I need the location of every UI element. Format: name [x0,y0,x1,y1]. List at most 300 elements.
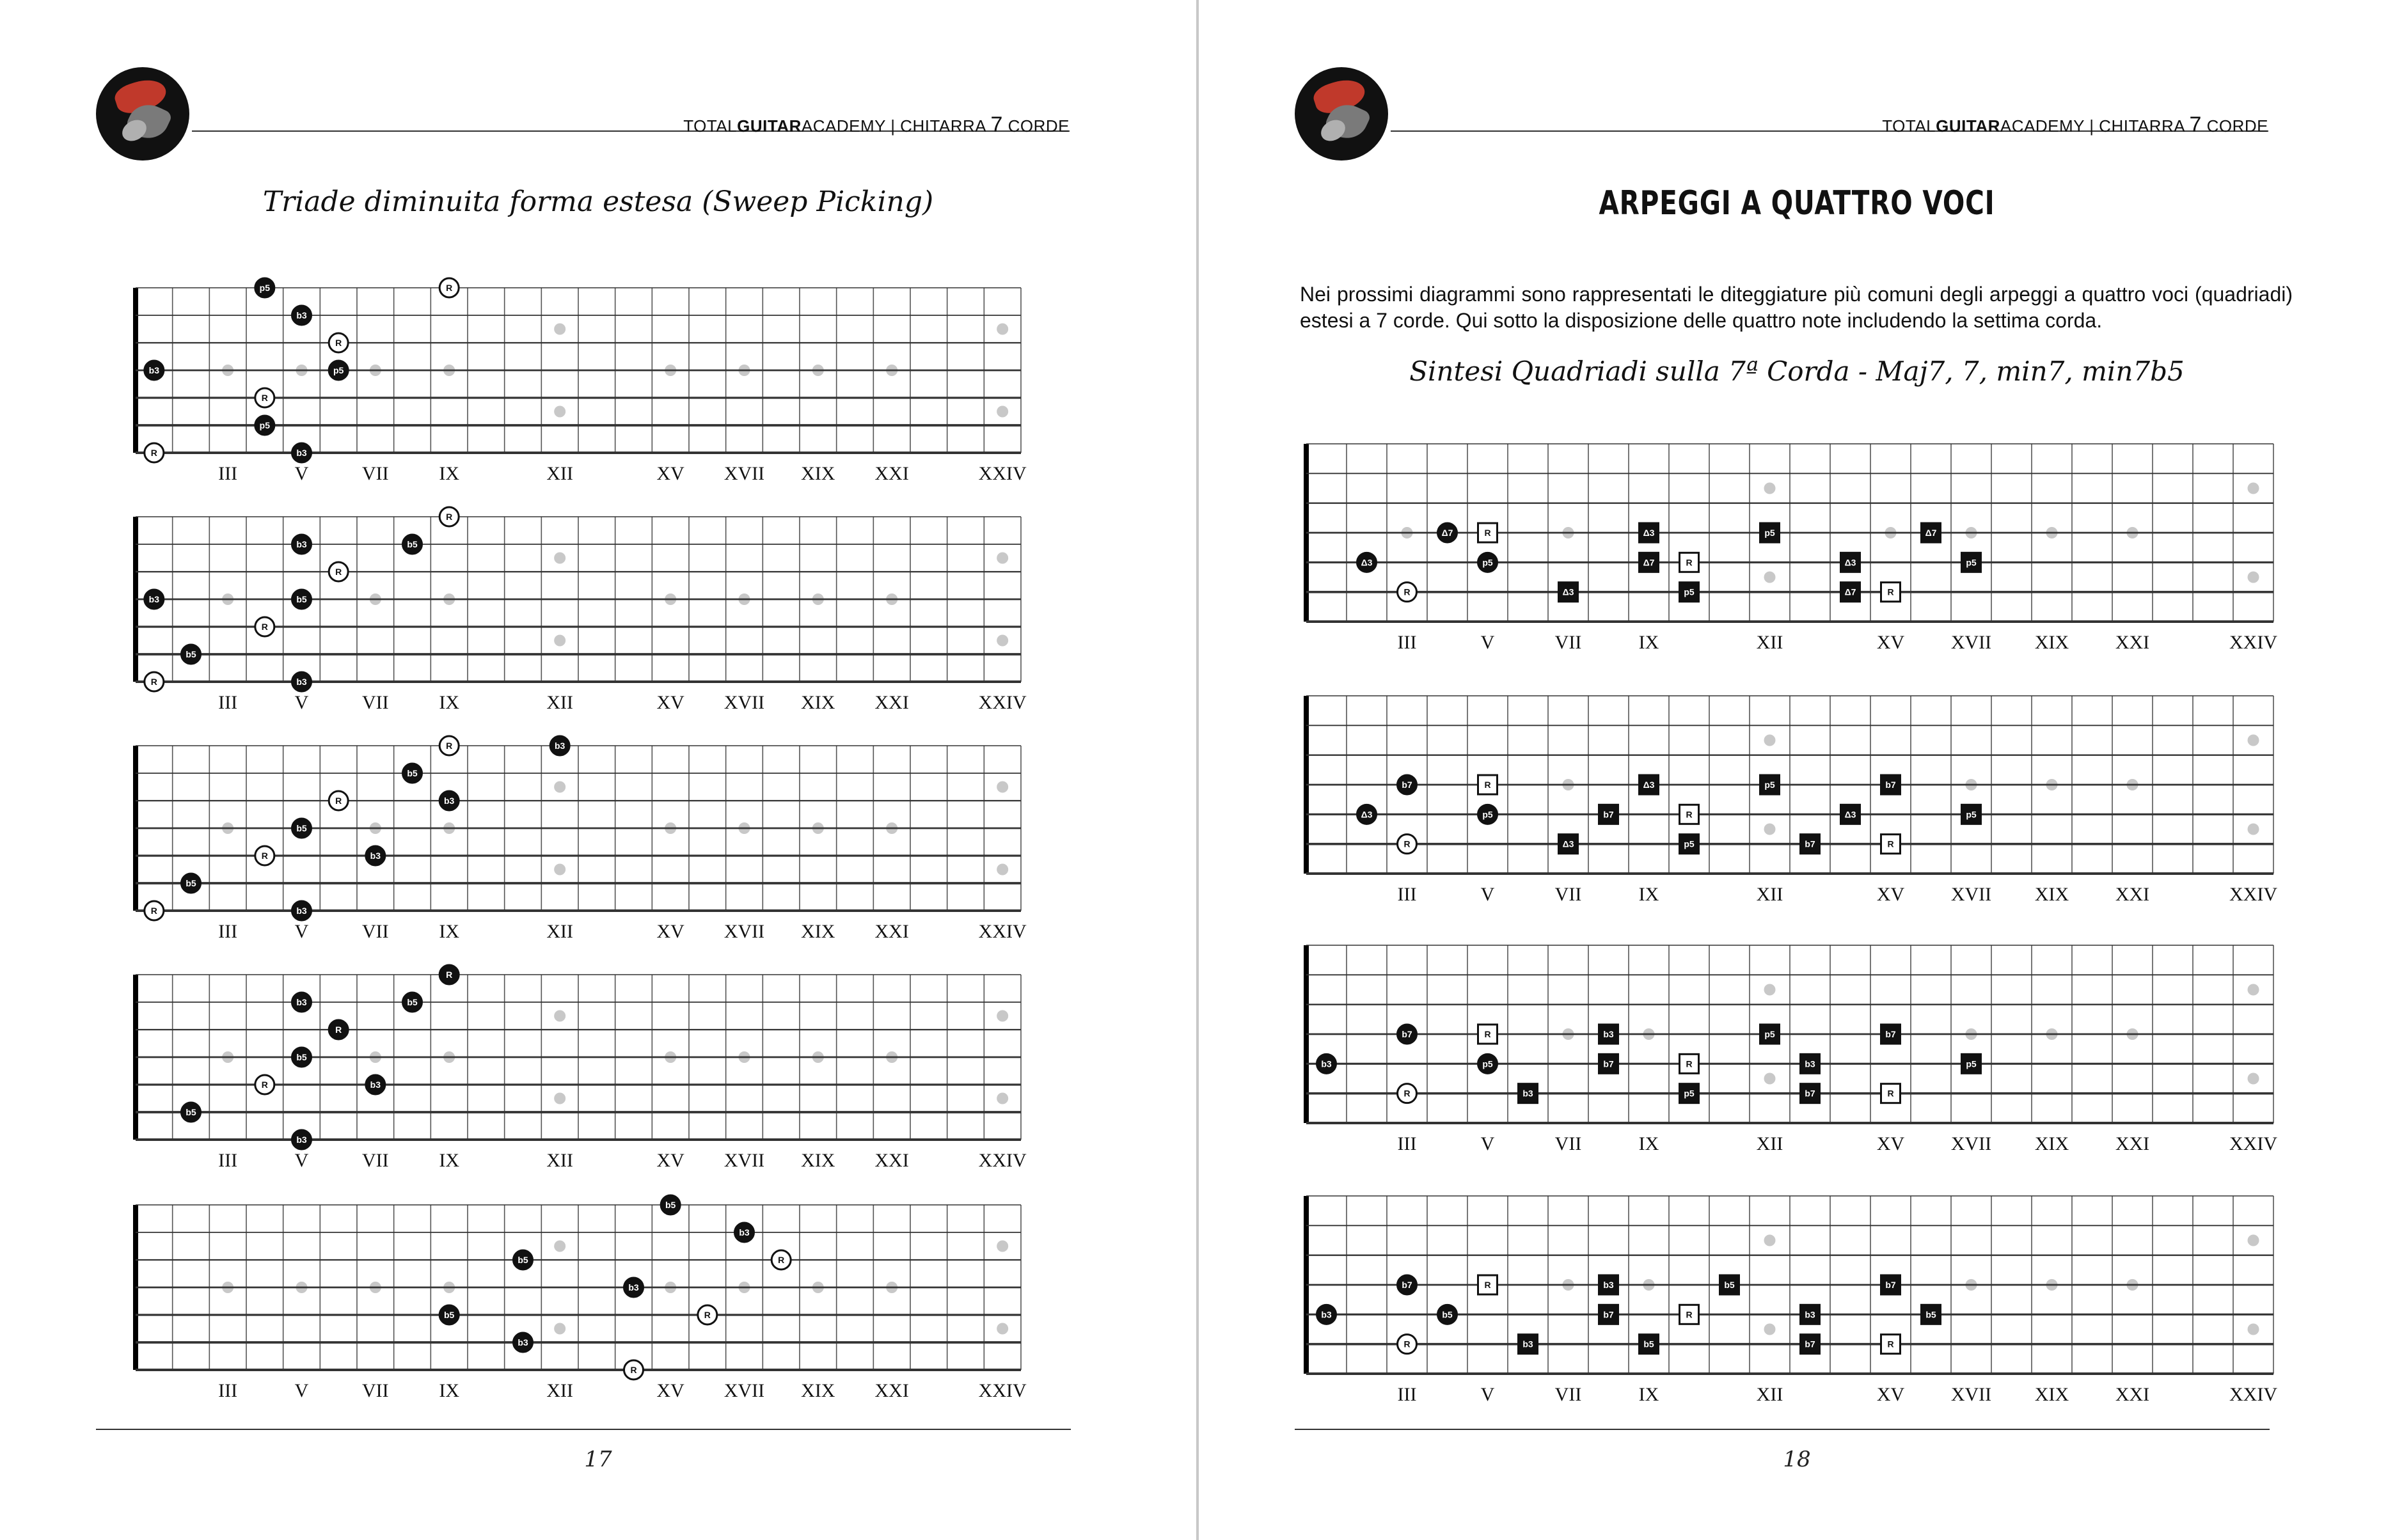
fret-number-label: V [294,1380,309,1401]
svg-text:R: R [261,622,268,632]
note-marker [1922,523,1941,542]
svg-text:R: R [1403,1088,1411,1099]
note-marker [514,1250,533,1269]
note-marker [292,535,312,554]
svg-text:b7: b7 [1805,1088,1815,1099]
fretboard-diagram [1287,1177,2293,1406]
fret-number-label: V [1480,884,1495,905]
note-marker [403,993,422,1012]
svg-text:b7: b7 [1603,1058,1614,1069]
note-marker [182,645,201,664]
svg-text:R: R [1887,838,1894,849]
fret-number-label: XVII [1950,1384,1992,1405]
note-marker [1801,1084,1820,1103]
note-marker [550,736,569,755]
note-marker [403,764,422,783]
note-marker [1680,583,1699,602]
svg-text:b5: b5 [407,997,418,1007]
fret-inlay [997,324,1008,335]
fret-number-label: III [1397,1384,1417,1405]
fret-number-label: IX [439,463,459,484]
note-marker [1881,1335,1901,1354]
fret-number-label: XXIV [2229,1133,2277,1154]
svg-text:p5: p5 [259,283,271,293]
fret-number-label: XVII [723,463,765,484]
fret-inlay [1764,1235,1776,1246]
note-marker [145,443,164,462]
note-marker [292,306,312,325]
fret-number-label: XII [1756,632,1783,653]
note-marker [1599,1025,1618,1044]
fret-inlay [1764,483,1776,494]
svg-text:Δ7: Δ7 [1844,586,1856,597]
svg-text:b7: b7 [1402,1280,1412,1290]
fret-inlay [997,1010,1008,1022]
svg-text:b5: b5 [296,823,307,833]
note-marker [292,1130,312,1149]
note-marker [255,388,274,407]
note-marker [1881,835,1901,854]
svg-text:p5: p5 [1966,1058,1977,1069]
svg-text:R: R [1686,1309,1693,1320]
svg-text:b7: b7 [1885,780,1896,790]
note-marker [439,1305,459,1324]
fret-inlay [554,782,565,793]
svg-text:R: R [150,906,157,916]
svg-text:Δ7: Δ7 [1441,528,1453,538]
fret-number-label: XV [656,921,684,942]
svg-text:R: R [1686,1058,1693,1069]
svg-text:R: R [1686,557,1693,568]
fret-inlay [1764,1324,1776,1335]
fret-number-label: XV [656,463,684,484]
page-number: 18 [1783,1447,1811,1472]
fret-inlay [997,1241,1008,1252]
fret-number-label: XXI [2115,632,2150,653]
note-marker [1841,553,1860,572]
note-marker [329,1020,348,1039]
fret-number-label: XV [1876,1384,1905,1405]
note-marker [1680,1305,1699,1324]
fret-number-label: XXI [874,463,909,484]
svg-text:R: R [1484,1280,1491,1290]
fret-number-label: VII [1554,1133,1582,1154]
fret-number-label: XXI [2115,1133,2150,1154]
note-marker [1478,553,1498,572]
fret-number-label: III [1397,632,1417,653]
fret-inlay [2248,984,2259,996]
fret-number-label: XV [1876,632,1905,653]
svg-text:p5: p5 [1482,809,1493,820]
note-marker [1478,805,1498,824]
fret-number-label: XV [1876,884,1905,905]
svg-text:b3: b3 [296,906,307,916]
fretboard-diagram [116,727,1040,943]
footer-rule [1295,1429,2270,1430]
note-marker [1881,1084,1901,1103]
note-marker [145,361,164,380]
fret-number-label: XVII [723,692,765,713]
note-marker [366,846,385,865]
note-marker [1680,805,1699,824]
fret-number-label: VII [1554,632,1582,653]
fret-number-label: XV [1876,1133,1905,1154]
svg-text:b5: b5 [443,1310,455,1320]
fret-number-label: XII [1756,1133,1783,1154]
note-marker [1398,1335,1417,1354]
svg-text:p5: p5 [1966,809,1977,820]
fret-inlay [2248,735,2259,746]
note-marker [255,416,274,435]
svg-text:b5: b5 [296,1052,307,1062]
svg-text:b5: b5 [1724,1280,1735,1290]
svg-text:R: R [261,1080,268,1090]
svg-text:Δ3: Δ3 [1844,557,1856,568]
svg-text:b3: b3 [296,448,307,458]
note-marker [661,1195,680,1214]
svg-text:b3: b3 [1603,1029,1614,1039]
note-marker [1478,523,1498,542]
svg-text:Δ3: Δ3 [1643,528,1655,538]
footer-rule [96,1429,1071,1430]
note-marker [1317,1305,1336,1324]
note-marker [329,791,348,810]
svg-text:b7: b7 [1402,780,1412,790]
note-marker [292,443,312,462]
svg-text:Δ3: Δ3 [1643,780,1655,790]
fret-number-label: III [1397,1133,1417,1154]
note-marker [1801,1305,1820,1324]
fret-inlay [2248,824,2259,835]
svg-text:R: R [1484,1029,1491,1039]
svg-text:R: R [1887,586,1894,597]
note-marker [292,819,312,838]
fret-number-label: IX [1638,632,1659,653]
fret-number-label: IX [439,1380,459,1401]
note-marker [1599,805,1618,824]
svg-text:p5: p5 [1966,557,1977,568]
svg-text:p5: p5 [1482,557,1493,568]
note-marker [255,278,274,297]
fret-inlay [554,635,565,647]
fret-number-label: XII [546,921,573,942]
svg-text:R: R [1403,586,1411,597]
fret-inlay [997,553,1008,564]
fret-number-label: V [294,921,309,942]
note-marker [439,278,459,297]
svg-text:R: R [1403,838,1411,849]
note-marker [439,791,459,810]
note-marker [1398,583,1417,602]
fret-number-label: XIX [801,1380,835,1401]
svg-text:Δ3: Δ3 [1844,809,1856,820]
note-marker [439,507,459,526]
fret-number-label: III [218,921,238,942]
note-marker [292,901,312,920]
fret-number-label: XII [1756,1384,1783,1405]
note-marker [1398,775,1417,794]
svg-text:b5: b5 [407,768,418,778]
fret-number-label: VII [1554,884,1582,905]
svg-text:p5: p5 [1764,780,1775,790]
note-marker [1519,1335,1538,1354]
fret-number-label: XIX [801,692,835,713]
header-brand: TOTALGUITARACADEMY | CHITARRA 7 CORDE [683,113,1070,137]
fret-number-label: XXIV [2229,1384,2277,1405]
fret-inlay [2248,1235,2259,1246]
svg-text:R: R [446,512,453,522]
fret-number-label: VII [362,1150,389,1171]
fret-inlay [1764,984,1776,996]
fret-number-label: XII [546,692,573,713]
page-left [0,0,1196,1540]
svg-text:b3: b3 [739,1227,750,1238]
note-marker [624,1360,644,1379]
note-marker [1398,1084,1417,1103]
fret-inlay [1764,735,1776,746]
fret-inlay [554,1241,565,1252]
note-marker [1881,775,1901,794]
fret-number-label: XVII [1950,884,1992,905]
svg-text:R: R [1484,780,1491,790]
svg-text:b3: b3 [296,539,307,549]
svg-text:Δ7: Δ7 [1643,557,1655,568]
svg-text:b3: b3 [296,677,307,687]
note-marker [255,1075,274,1094]
fret-number-label: XIX [801,463,835,484]
note-marker [329,333,348,352]
svg-text:Δ3: Δ3 [1562,838,1574,849]
note-marker [1317,1054,1336,1073]
fret-number-label: XVII [1950,632,1992,653]
svg-text:b3: b3 [148,365,160,375]
svg-text:p5: p5 [1764,1029,1775,1039]
svg-text:b3: b3 [628,1282,639,1292]
page-number: 17 [584,1447,612,1472]
svg-text:R: R [778,1255,785,1265]
fret-inlay [554,1010,565,1022]
academy-logo-icon [1295,67,1388,161]
svg-text:b3: b3 [370,851,381,861]
fret-number-label: XIX [2034,1133,2069,1154]
section-subtitle: Sintesi Quadriadi sulla 7ª Corda - Maj7, 7, min7, min7b5 [1409,356,2185,387]
fret-number-label: IX [1638,1384,1659,1405]
fret-number-label: XVII [723,1380,765,1401]
fret-inlay [1764,572,1776,583]
note-marker [1478,1025,1498,1044]
svg-text:b3: b3 [1522,1339,1533,1349]
fret-number-label: XII [546,1150,573,1171]
fret-number-label: V [1480,1384,1495,1405]
note-marker [1599,1275,1618,1294]
note-marker [698,1305,717,1324]
svg-text:b5: b5 [186,1107,196,1117]
note-marker [1962,553,1981,572]
svg-text:b5: b5 [518,1255,528,1265]
note-marker [1478,1275,1498,1294]
note-marker [1881,1275,1901,1294]
note-marker [292,993,312,1012]
svg-text:R: R [630,1365,637,1375]
note-marker [1478,775,1498,794]
svg-text:b3: b3 [148,594,160,604]
note-marker [439,736,459,755]
svg-text:R: R [261,393,268,403]
note-marker [1438,523,1457,542]
fret-number-label: XIX [2034,632,2069,653]
svg-text:b3: b3 [554,741,565,751]
note-marker [439,965,459,984]
note-marker [292,672,312,691]
svg-text:R: R [446,741,453,751]
fret-number-label: XIX [801,1150,835,1171]
fretboard-diagram [1287,926,2293,1155]
note-marker [1640,1335,1659,1354]
svg-text:b3: b3 [443,796,455,806]
fret-number-label: XXIV [978,692,1027,713]
svg-text:p5: p5 [333,365,344,375]
fret-number-label: XII [546,1380,573,1401]
svg-text:Δ3: Δ3 [1361,557,1373,568]
note-marker [1398,1025,1417,1044]
fret-inlay [554,406,565,418]
svg-text:R: R [1686,809,1693,820]
svg-text:R: R [1887,1339,1894,1349]
note-marker [1398,1275,1417,1294]
fret-number-label: III [218,1150,238,1171]
svg-text:b7: b7 [1603,809,1614,820]
note-marker [1962,805,1981,824]
svg-text:b5: b5 [1643,1339,1654,1349]
svg-text:b3: b3 [296,310,307,320]
fret-number-label: XII [1756,884,1783,905]
fretboard-diagram [1287,677,2293,906]
svg-text:b3: b3 [1805,1058,1815,1069]
note-marker [145,901,164,920]
fret-inlay [997,864,1008,876]
fret-number-label: XV [656,1150,684,1171]
fret-number-label: V [1480,1133,1495,1154]
fretboard-diagram [116,269,1040,485]
fret-number-label: VII [1554,1384,1582,1405]
note-marker [1640,775,1659,794]
note-marker [1922,1305,1941,1324]
svg-text:b3: b3 [296,1135,307,1145]
note-marker [1801,1335,1820,1354]
fret-number-label: XV [656,1380,684,1401]
note-marker [1962,1054,1981,1073]
fret-number-label: XXI [874,1150,909,1171]
svg-text:Δ7: Δ7 [1925,528,1937,538]
fret-number-label: XVII [723,921,765,942]
svg-text:p5: p5 [1684,1088,1695,1099]
fret-number-label: VII [362,463,389,484]
fret-number-label: III [218,692,238,713]
note-marker [1881,1025,1901,1044]
note-marker [1640,553,1659,572]
svg-text:b5: b5 [407,539,418,549]
fret-number-label: XXIV [978,1150,1027,1171]
note-marker [145,672,164,691]
svg-text:b3: b3 [1321,1058,1332,1069]
fret-number-label: III [218,463,238,484]
fretboard-diagram [116,1186,1040,1402]
note-marker [292,1048,312,1067]
fret-number-label: IX [1638,1133,1659,1154]
note-marker [1680,553,1699,572]
svg-text:R: R [150,677,157,687]
fret-number-label: XVII [1950,1133,1992,1154]
fret-number-label: XXI [874,692,909,713]
note-marker [1720,1275,1739,1294]
svg-text:b7: b7 [1805,838,1815,849]
fret-number-label: XXI [2115,884,2150,905]
note-marker [1398,835,1417,854]
fret-number-label: XXI [2115,1384,2150,1405]
note-marker [771,1250,791,1269]
svg-text:b5: b5 [296,594,307,604]
fret-number-label: XV [656,692,684,713]
fret-number-label: XXI [874,1380,909,1401]
note-marker [145,590,164,609]
fret-number-label: XXIV [2229,632,2277,653]
svg-text:R: R [1484,528,1491,538]
fret-inlay [1764,824,1776,835]
fret-number-label: XIX [801,921,835,942]
note-marker [1357,805,1377,824]
svg-text:b5: b5 [665,1200,676,1210]
header-brand: TOTALGUITARACADEMY | CHITARRA 7 CORDE [1882,113,2268,137]
note-marker [1357,553,1377,572]
note-marker [329,361,348,380]
note-marker [1680,1054,1699,1073]
fret-number-label: IX [1638,884,1659,905]
note-marker [1680,1084,1699,1103]
svg-text:b3: b3 [370,1080,381,1090]
fret-number-label: XXI [874,921,909,942]
fretboard-diagram [1287,425,2293,654]
fret-number-label: XXIV [978,921,1027,942]
note-marker [1760,775,1780,794]
note-marker [1760,523,1780,542]
note-marker [329,562,348,581]
fret-inlay [554,324,565,335]
note-marker [1801,1054,1820,1073]
svg-text:b5: b5 [186,878,196,888]
fret-inlay [554,1323,565,1335]
fret-number-label: IX [439,692,459,713]
fret-number-label: VII [362,1380,389,1401]
note-marker [1841,583,1860,602]
fret-inlay [997,635,1008,647]
svg-text:b7: b7 [1402,1029,1412,1039]
svg-text:R: R [704,1310,711,1320]
note-marker [1519,1084,1538,1103]
fret-inlay [1764,1073,1776,1085]
fretboard-diagram [116,955,1040,1172]
svg-text:R: R [446,283,453,293]
fret-number-label: VII [362,921,389,942]
svg-text:p5: p5 [1684,586,1695,597]
note-marker [182,1103,201,1122]
note-marker [1801,835,1820,854]
fret-number-label: XII [546,463,573,484]
fret-inlay [554,553,565,564]
svg-text:R: R [446,970,453,980]
fretboard-diagram [116,498,1040,714]
fret-number-label: XIX [2034,1384,2069,1405]
note-marker [1599,1305,1618,1324]
